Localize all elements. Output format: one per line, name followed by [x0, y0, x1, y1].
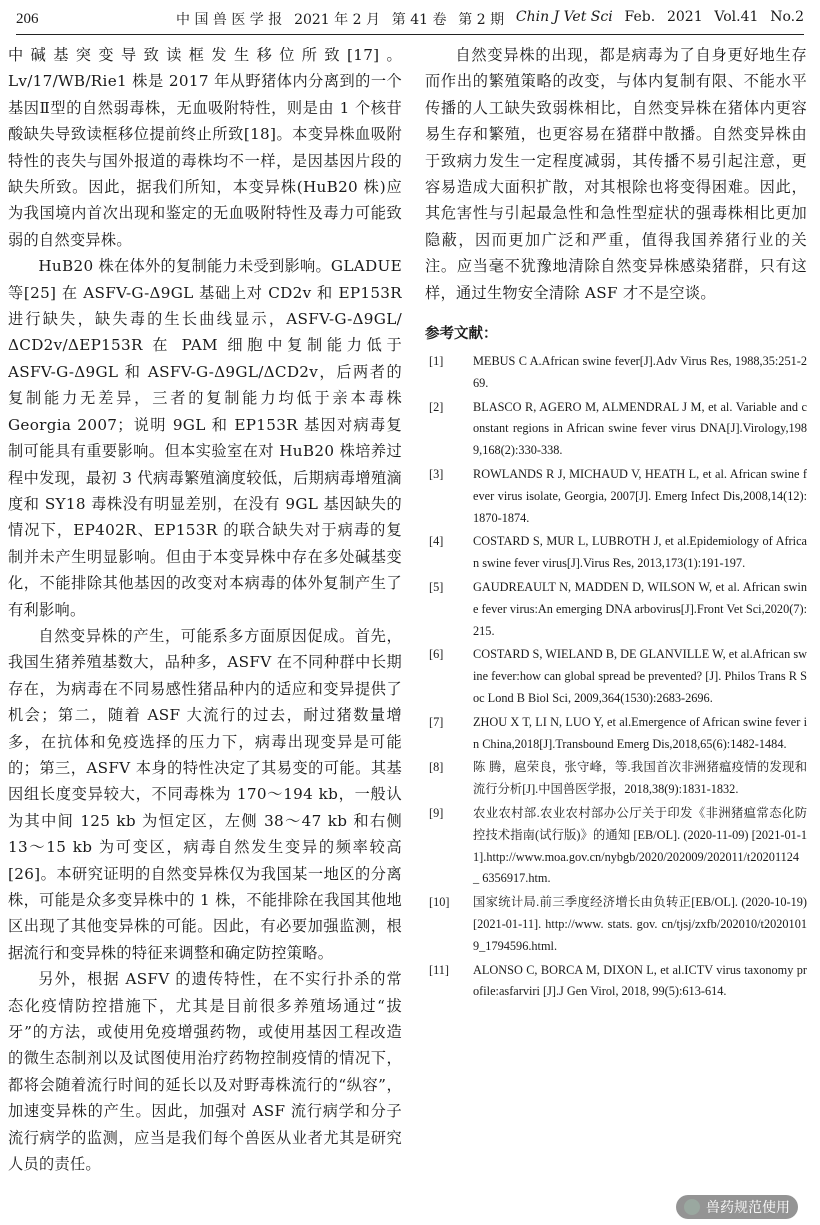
reference-list	[425, 351, 807, 1003]
reference-text: ROWLANDS R J, MICHAUD V, HEATH L, et al. African swine fever virus isolate, Georgia, 2007[J]. Emerg Infect Dis,2008,14(12):1870-1874.	[473, 467, 807, 525]
reference-text: COSTARD S, WIELAND B, DE GLANVILLE W, et al.African swine fever:how can global spread be prevented? [J]. Philos Trans R Soc Lond B Biol Sci, 2009,364(1530):2683-2696.	[473, 647, 807, 706]
left-column	[8, 42, 402, 1219]
page-header	[16, 8, 804, 30]
header-divider	[16, 34, 804, 35]
reference-text: ALONSO C, BORCA M, DIXON L, et al.ICTV virus taxonomy profile:asfarviri [J].J Gen Virol, 2018, 99(5):613-614.	[473, 962, 807, 999]
reference-number: [9]	[429, 806, 444, 820]
body-paragraph: 自然变异株的出现，都是病毒为了自身更好地生存而作出的繁殖策略的改变，与体内复制有限、不能水平传播的人工缺失致弱株相比，自然变异株在猪体内更容易生存和繁殖，也更容易在猪群中散播。自然变异株由于致病力发生一定程度减弱，其传播不易引起注意，更容易造成大面积扩散，对其根除也将变得困难。因此，其危害性与引起最急性和急性型症状的强毒株相比更加隐蔽，因而更加广泛和严重，值得我国养猪行业的关注。应当毫不犹豫地清除自然变异株感染猪群，只有这样，通过生物安全清除 ASF 才不是空谈。	[425, 46, 807, 302]
issue-en: No.2	[770, 9, 804, 25]
reference-text: COSTARD S, MUR L, LUBROTH J, et al.Epidemiology of African swine fever virus[J].Virus Res, 2013,173(1):191-197.	[473, 534, 807, 571]
body-paragraph: HuB20 株在体外的复制能力未受到影响。GLADUE 等[25] 在 ASFV-G-Δ9GL 基础上对 CD2v 和 EP153R 进行缺失，缺失毒的生长曲线显示，ASFV-G-Δ9GL/ΔCD2v/ΔEP153R 在 PAM 细胞中复制能力低于 ASFV-G-Δ9GL 和 ASFV-G-Δ9GL/ΔCD2v，后两者的复制能力无差异，三者的复制能力均低于亲本毒株 Georgia 2007；说明 9GL 和 EP153R 基因对病毒复制可能具有重要影响。但本实验室在对 HuB20 株培养过程中发现，最初 3 代病毒繁殖滴度较低，后期病毒增殖滴度和 SY18 毒株没有明显差别，在没有 9GL 基因缺失的情况下，EP402R、EP153R 的联合缺失对于病毒的复制并未产生明显影响。但由于本变异株中存在多处碱基变化，不能排除其他基因的改变对本病毒的体外复制产生了有利影响。	[8, 257, 402, 619]
reference-number: [8]	[429, 760, 444, 775]
reference-item	[425, 960, 807, 1004]
issue-cn: 第 2 期	[458, 12, 505, 28]
issue-date-cn: 2021 年 2 月	[294, 12, 380, 28]
year-en: 2021	[666, 9, 703, 25]
reference-number: [7]	[429, 714, 444, 729]
reference-item	[425, 351, 807, 395]
reference-item	[425, 644, 807, 709]
reference-text: GAUDREAULT N, MADDEN D, WILSON W, et al. African swine fever virus:An emerging DNA arbovirus[J].Front Vet Sci,2020(7):215.	[473, 580, 807, 638]
reference-item	[425, 531, 807, 575]
reference-item	[425, 803, 807, 890]
reference-number: [2]	[429, 399, 444, 414]
reference-text: 陈 腾，扈荣良，张守峰，等.我国首次非洲猪瘟疫情的发现和流行分析[J].中国兽医学报，2018,38(9):1831-1832.	[473, 760, 807, 797]
reference-item	[425, 757, 807, 801]
journal-name-en: Chin J Vet Sci	[515, 9, 613, 25]
volume-en: Vol.41	[714, 9, 759, 25]
volume-cn: 第 41 卷	[391, 12, 447, 28]
reference-text: MEBUS C A.African swine fever[J].Adv Virus Res, 1988,35:251-269.	[473, 354, 807, 390]
running-head	[56, 9, 804, 29]
body-paragraph: 自然变异株的产生，可能系多方面原因促成。首先，我国生猪养殖基数大，品种多，ASFV 在不同种群中长期存在，为病毒在不同易感性猪品种内的适应和变异提供了机会；第二，随着 ASF 大流行的过去，耐过猪数量增多，在抗体和免疫选择的压力下，病毒出现变异是可能的；第三，ASFV 本身的特性决定了其易变的可能。其基因组长度变异较大，不同毒株为 170～194 kb，一般认为其中间 125 kb 为恒定区，左侧 38～47 kb 和右侧 13～15 kb 为可变区，病毒自然发生变异的频率较高[26]。本研究证明的自然变异株仅为我国某一地区的分离株，可能是众多变异株中的 1 株，不能排除在我国其他地区出现了其他变异株的可能。因此，有必要加强监测，根据流行和变异株的特征来调整和确定防控策略。	[8, 626, 402, 962]
month-en: Feb.	[624, 9, 656, 25]
references-heading: 参考文献：	[425, 326, 498, 343]
page-number: 206	[16, 10, 39, 27]
reference-number: [10]	[429, 895, 450, 910]
reference-item	[425, 892, 807, 957]
reference-number: [3]	[429, 467, 444, 482]
reference-item	[425, 577, 807, 642]
reference-text: 国家统计局.前三季度经济增长由负转正[EB/OL]. (2020-10-19) [2021-01-11]. http://www. stats. gov. cn/tjsj/zxfb/202010/t20201019_1794596.html.	[473, 895, 807, 953]
body-paragraph: 中碱基突变导致读框发生移位所致[17]。Lv/17/WB/Rie1 株是 2017 年从野猪体内分离到的一个基因Ⅱ型的自然弱毒株，无血吸附特性，则是由 1 个核苷酸缺失导致读框移位提前终止所致[18]。本变异株血吸附特性的丧失与国外报道的毒株均不一样，是因基因片段的缺失所致。因此，据我们所知，本变异株(HuB20 株)应为我国境内首次出现和鉴定的无血吸附特性及毒力可能致弱的自然变异株。	[8, 46, 402, 249]
reference-text: ZHOU X T, LI N, LUO Y, et al.Emergence of African swine fever in China,2018[J].Transbound Emerg Dis,2018,65(6):1482-1484.	[473, 714, 807, 751]
right-column	[425, 42, 807, 1219]
reference-item	[425, 464, 807, 529]
watermark-text: 兽药规范使用	[706, 1200, 790, 1216]
reference-number: [1]	[429, 354, 444, 369]
reference-number: [11]	[429, 962, 450, 977]
reference-number: [6]	[429, 647, 444, 662]
wechat-logo-icon	[684, 1199, 700, 1215]
body-paragraph: 另外，根据 ASFV 的遗传特性，在不实行扑杀的常态化疫情防控措施下，尤其是目前很多养殖场通过“拔牙”的方法，或使用免疫增强药物，或使用基因工程改造的微生态制剂以及试图使用治疗药物控制疫情的情况下，都将会随着流行时间的延长以及对野毒株流行的“纵容”，加速变异株的产生。因此，加强对 ASF 流行病学和分子流行病学的监测，应当是我们每个兽医从业者尤其是研究人员的责任。	[8, 970, 402, 1174]
reference-number: [4]	[429, 534, 444, 549]
reference-item	[425, 712, 807, 756]
reference-item	[425, 397, 807, 462]
reference-number: [5]	[429, 580, 444, 595]
journal-name-cn: 中 国 兽 医 学 报	[176, 12, 283, 28]
reference-text: 农业农村部.农业农村部办公厅关于印发《非洲猪瘟常态化防控技术指南(试行版)》的通知 [EB/OL]. (2020-11-09) [2021-01-11].http://www.moa.gov.cn/nybgb/2020/202009/202011/t20201124 _ 6356917.htm.	[473, 806, 807, 886]
watermark-badge	[676, 1195, 798, 1219]
reference-text: BLASCO R, AGERO M, ALMENDRAL J M, et al. Variable and constant regions in African swine fever virus DNA[J].Virology,1989,168(2):330-338.	[473, 399, 807, 458]
